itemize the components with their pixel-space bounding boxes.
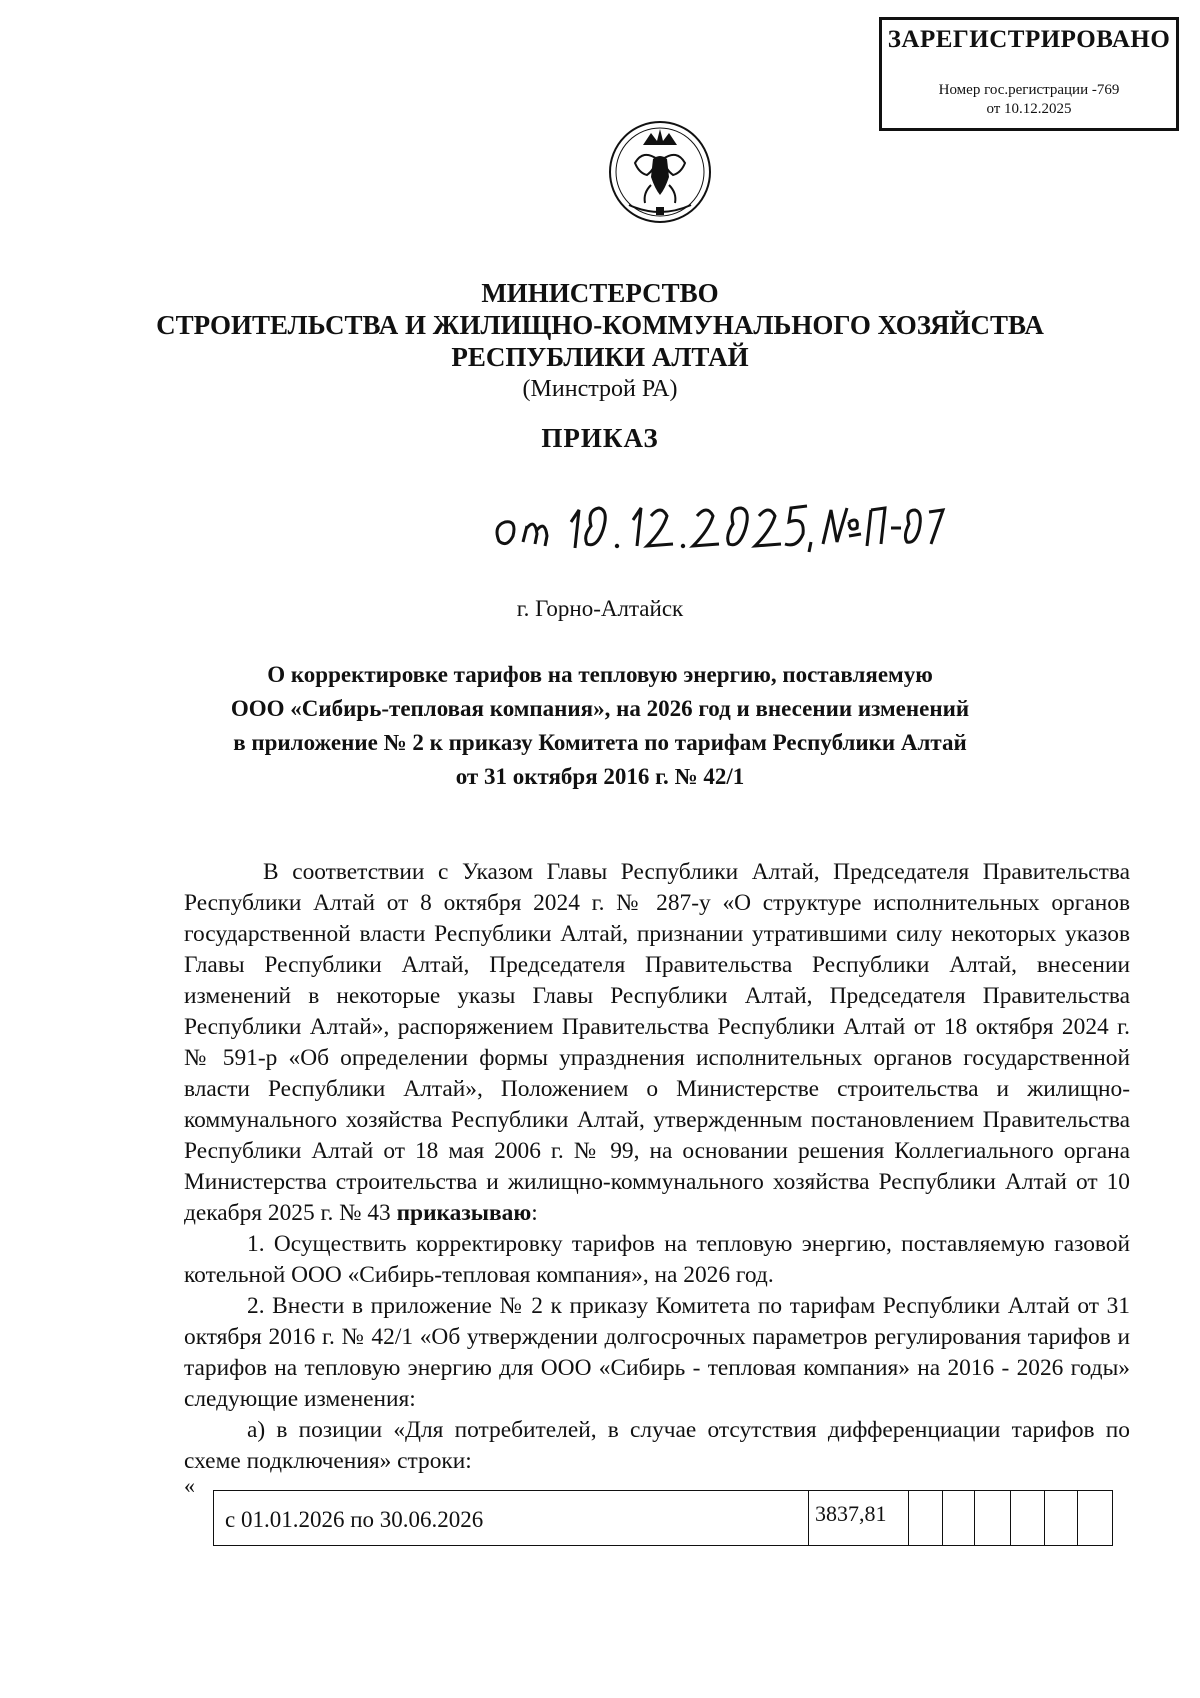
- order-item-2: 2. Внести в приложение № 2 к приказу Комитета по тарифам Республики Алтай от 31 октября 2016 г. № 42/1 «Об утверждении долгосрочных параметров регулирования тарифов и тарифов на тепловую энергию для ООО «Сибирь - тепловая компания» на 2016 - 2026 годы» следующие изменения:: [184, 1293, 1130, 1412]
- order-subject: [0, 658, 1200, 794]
- tariff-empty-cell: [1078, 1491, 1112, 1545]
- opening-quote-mark: «: [184, 1473, 195, 1498]
- tariff-value-cell: 3837,81: [809, 1491, 909, 1545]
- order-city: г. Горно-Алтайск: [516, 596, 684, 621]
- tariff-empty-cell: [1045, 1491, 1078, 1545]
- tariff-empty-cell: [975, 1491, 1011, 1545]
- ministry-line-2: СТРОИТЕЛЬСТВА И ЖИЛИЩНО-КОММУНАЛЬНОГО ХОЗЯЙСТВА: [156, 310, 1044, 340]
- order-body: [184, 857, 1130, 1477]
- ministry-line-3: РЕСПУБЛИКИ АЛТАЙ: [451, 342, 749, 372]
- order-item-1: 1. Осуществить корректировку тарифов на тепловую энергию, поставляемую газовой котельной ООО «Сибирь-тепловая компания», на 2026 год.: [184, 1231, 1130, 1288]
- preamble-text: В соответствии с Указом Главы Республики Алтай, Председателя Правительства Республики Алтай от 8 октября 2024 г. № 287-у «О структуре исполнительных органов государственной власти Республики Алтай, признании утратившими силу некоторых указов Главы Республики Алтай, Председателя Правительства Республики Алтай, внесении изменений в некоторые указы Главы Республики Алтай, Председателя Правительства Республики Алтай», распоряжением Правительства Республики Алтай от 18 октября 2024 г. № 591-р «Об определении формы упразднения исполнительных органов государственной власти Республики Алтай», Положением о Министерстве строительства и жилищно-коммунального хозяйства Республики Алтай, утвержденным постановлением Правительства Республики Алтай от 18 мая 2006 г. № 99, на основании решения Коллегиального органа Министерства строительства и жилищно-коммунального хозяйства Республики Алтай от 10 декабря 2025 г. № 43: [184, 859, 1130, 1226]
- stamp-registration-number: Номер гос.регистрации -769: [938, 82, 1120, 98]
- subject-line-3: в приложение № 2 к приказу Комитета по тарифам Республики Алтай: [233, 730, 967, 755]
- subject-line-1: О корректировке тарифов на тепловую энергию, поставляемую: [267, 662, 933, 687]
- tariff-empty-cell: [943, 1491, 976, 1545]
- tariff-period-cell: с 01.01.2026 по 30.06.2026: [214, 1491, 809, 1545]
- tariff-empty-cell: [909, 1491, 943, 1545]
- republic-altai-coat-of-arms-icon: [605, 115, 715, 230]
- order-item-2a: а) в позиции «Для потребителей, в случае отсутствия дифференциации тарифов по схеме подключения» строки:: [184, 1417, 1130, 1474]
- tariff-empty-cell: [1011, 1491, 1045, 1545]
- ministry-abbreviation: (Минстрой РА): [522, 376, 678, 402]
- preamble-paragraph: [184, 857, 1130, 1229]
- ministry-line-1: МИНИСТЕРСТВО: [481, 278, 719, 308]
- registration-stamp: [879, 17, 1179, 131]
- subject-line-2: ООО «Сибирь-тепловая компания», на 2026 год и внесении изменений: [230, 696, 970, 721]
- subject-line-4: от 31 октября 2016 г. № 42/1: [455, 764, 745, 789]
- tariff-table-row: [213, 1490, 1113, 1546]
- order-title: ПРИКАЗ: [541, 423, 659, 453]
- orders-keyword: приказываю: [396, 1200, 532, 1226]
- ministry-header: [0, 277, 1200, 405]
- stamp-registration-date: от 10.12.2025: [986, 101, 1072, 117]
- stamp-title: ЗАРЕГИСТРИРОВАНО: [887, 26, 1171, 53]
- handwritten-order-date-number: [487, 486, 947, 566]
- orders-colon: :: [531, 1200, 538, 1226]
